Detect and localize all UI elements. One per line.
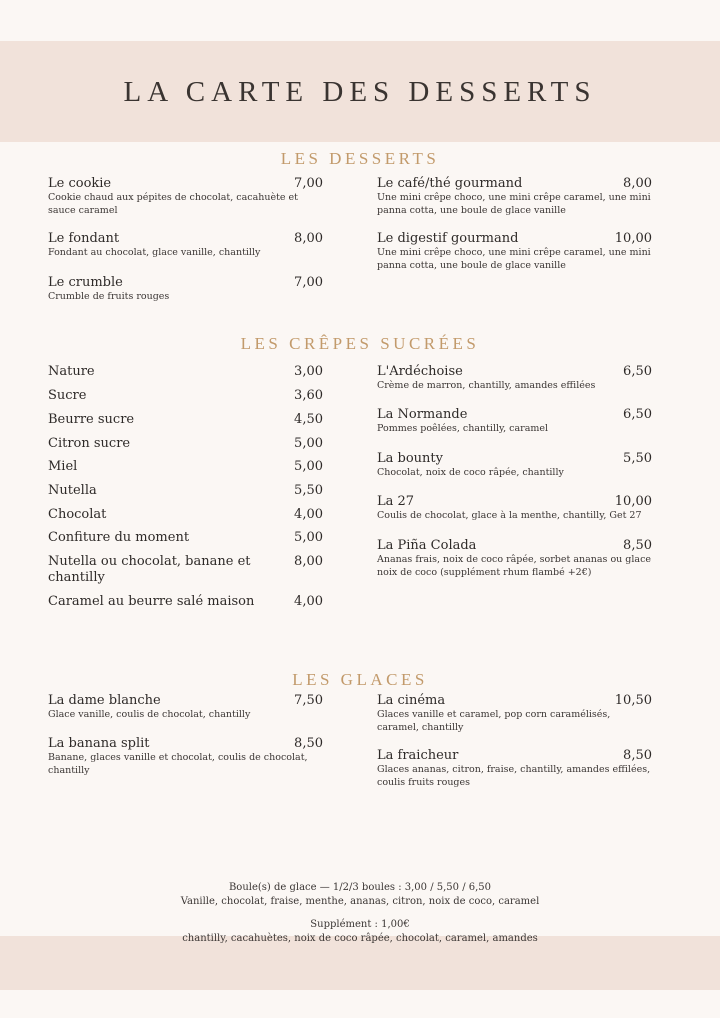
item-price: 8,50 bbox=[294, 736, 323, 751]
item-description: Banane, glaces vanille et chocolat, coulis de chocolat, chantilly bbox=[48, 752, 308, 776]
item-name: La Piña Colada bbox=[377, 538, 477, 553]
menu-item bbox=[377, 176, 652, 217]
item-description: Une mini crêpe choco, une mini crêpe caramel, une mini panna cotta, une boule de glace vanille bbox=[377, 192, 651, 216]
item-price: 4,00 bbox=[294, 507, 323, 522]
item-price: 4,00 bbox=[294, 594, 323, 609]
menu-item bbox=[377, 364, 652, 393]
menu-item bbox=[377, 538, 652, 579]
item-name: Caramel au beurre salé maison bbox=[48, 594, 255, 609]
item-price: 3,60 bbox=[294, 388, 323, 403]
page-title: LA CARTE DES DESSERTS bbox=[123, 76, 597, 108]
item-name: Le digestif gourmand bbox=[377, 231, 519, 246]
item-name: La cinéma bbox=[377, 693, 446, 708]
item-description: Pommes poêlées, chantilly, caramel bbox=[377, 423, 549, 434]
item-name: La Normande bbox=[377, 407, 468, 422]
item-name: Le café/thé gourmand bbox=[377, 176, 523, 191]
item-price: 8,00 bbox=[294, 554, 323, 569]
menu-item bbox=[377, 451, 652, 480]
item-name: Miel bbox=[48, 459, 78, 474]
scoops-pricing: Boule(s) de glace — 1/2/3 boules : 3,00 / 5,50 / 6,50 bbox=[228, 882, 492, 893]
item-price: 8,00 bbox=[294, 231, 323, 246]
item-name: Beurre sucre bbox=[48, 412, 135, 427]
section-title-desserts: LES DESSERTS bbox=[280, 149, 440, 168]
item-description: Glace vanille, coulis de chocolat, chantilly bbox=[48, 709, 251, 720]
item-price: 5,00 bbox=[294, 459, 323, 474]
item-description: Ananas frais, noix de coco râpée, sorbet ananas ou glace noix de coco (supplément rhum flambé +2€) bbox=[377, 554, 652, 578]
menu-item bbox=[48, 176, 323, 217]
item-name: Le crumble bbox=[48, 275, 123, 290]
menu-item bbox=[377, 693, 652, 734]
item-price: 7,00 bbox=[294, 176, 323, 191]
item-price: 7,50 bbox=[294, 693, 323, 708]
item-name: La bounty bbox=[377, 451, 443, 466]
item-price: 10,00 bbox=[614, 231, 652, 246]
menu-item bbox=[48, 459, 323, 475]
item-name: Nutella ou chocolat, banane et chantilly bbox=[48, 554, 251, 585]
item-price: 6,50 bbox=[623, 364, 652, 379]
menu-item bbox=[48, 388, 323, 404]
item-name: Sucre bbox=[48, 388, 87, 403]
supplement-price: Supplément : 1,00€ bbox=[310, 919, 410, 930]
item-price: 5,50 bbox=[294, 483, 323, 498]
menu-item bbox=[48, 483, 323, 499]
item-price: 8,50 bbox=[623, 748, 652, 763]
item-description: Une mini crêpe choco, une mini crêpe caramel, une mini panna cotta, une boule de glace vanille bbox=[377, 247, 651, 271]
item-name: Citron sucre bbox=[48, 436, 131, 451]
menu-item bbox=[48, 594, 323, 610]
section-title-crepes: LES CRÊPES SUCRÉES bbox=[240, 334, 480, 353]
item-description: Glaces ananas, citron, fraise, chantilly, amandes effilées, coulis fruits rouges bbox=[377, 764, 651, 788]
item-price: 5,50 bbox=[623, 451, 652, 466]
menu-item bbox=[377, 748, 652, 789]
menu-item bbox=[48, 530, 323, 546]
item-price: 6,50 bbox=[623, 407, 652, 422]
menu-item bbox=[48, 507, 323, 523]
menu-item bbox=[48, 436, 323, 452]
item-name: La 27 bbox=[377, 494, 415, 509]
item-price: 8,50 bbox=[623, 538, 652, 553]
flavors-list: Vanille, chocolat, fraise, menthe, ananas, citron, noix de coco, caramel bbox=[180, 896, 540, 907]
menu-item bbox=[48, 693, 323, 722]
menu-item bbox=[377, 231, 652, 272]
menu-item bbox=[377, 407, 652, 436]
item-price: 4,50 bbox=[294, 412, 323, 427]
toppings-list: chantilly, cacahuètes, noix de coco râpée, chocolat, caramel, amandes bbox=[182, 933, 538, 944]
menu-item bbox=[48, 736, 323, 777]
menu-item bbox=[48, 231, 323, 260]
item-name: Nature bbox=[48, 364, 95, 379]
item-description: Coulis de chocolat, glace à la menthe, chantilly, Get 27 bbox=[377, 510, 642, 521]
item-description: Crème de marron, chantilly, amandes effilées bbox=[377, 380, 596, 391]
item-description: Glaces vanille et caramel, pop corn caramélisés, caramel, chantilly bbox=[377, 709, 611, 733]
item-description: Fondant au chocolat, glace vanille, chantilly bbox=[48, 247, 261, 258]
menu-item bbox=[48, 412, 323, 428]
menu-item bbox=[48, 275, 323, 304]
item-price: 5,00 bbox=[294, 436, 323, 451]
item-name: L'Ardéchoise bbox=[377, 364, 463, 379]
menu-item bbox=[48, 554, 323, 586]
item-name: Nutella bbox=[48, 483, 97, 498]
item-price: 5,00 bbox=[294, 530, 323, 545]
menu-item bbox=[377, 494, 652, 523]
item-price: 10,50 bbox=[614, 693, 652, 708]
item-name: Confiture du moment bbox=[48, 530, 190, 545]
item-name: Chocolat bbox=[48, 507, 107, 522]
item-name: Le fondant bbox=[48, 231, 120, 246]
item-description: Crumble de fruits rouges bbox=[48, 291, 170, 302]
section-title-glaces: LES GLACES bbox=[292, 670, 428, 689]
item-description: Cookie chaud aux pépites de chocolat, cacahuète et sauce caramel bbox=[48, 192, 298, 216]
item-price: 10,00 bbox=[614, 494, 652, 509]
item-name: La banana split bbox=[48, 736, 150, 751]
item-price: 3,00 bbox=[294, 364, 323, 379]
item-name: La dame blanche bbox=[48, 693, 161, 708]
item-name: La fraicheur bbox=[377, 748, 459, 763]
item-price: 8,00 bbox=[623, 176, 652, 191]
item-name: Le cookie bbox=[48, 176, 112, 191]
item-description: Chocolat, noix de coco râpée, chantilly bbox=[377, 467, 564, 478]
menu-item bbox=[48, 364, 323, 380]
item-price: 7,00 bbox=[294, 275, 323, 290]
